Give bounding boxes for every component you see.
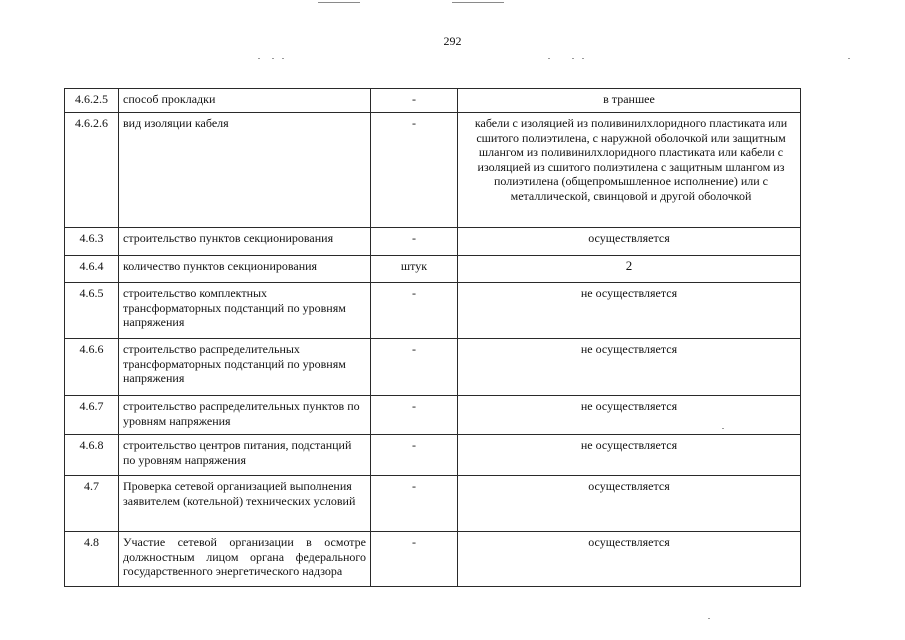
scan-artifact-dot — [708, 618, 710, 619]
scan-artifact-dot — [258, 58, 260, 59]
row-value: осуществляется — [458, 228, 801, 256]
row-value: не осуществляется — [458, 283, 801, 339]
row-value: в траншее — [458, 89, 801, 113]
page-number: 292 — [443, 34, 462, 48]
row-number: 4.7 — [65, 476, 119, 532]
row-unit: - — [371, 228, 458, 256]
row-name: строительство центров питания, подстанций по уровням напряжения — [119, 435, 371, 476]
row-value: не осуществляется — [458, 396, 801, 435]
table-row — [65, 113, 801, 228]
table-row — [65, 339, 801, 396]
table-row — [65, 283, 801, 339]
row-number: 4.6.5 — [65, 283, 119, 339]
row-name: количество пунктов секционирования — [119, 256, 371, 283]
row-unit: - — [371, 283, 458, 339]
row-unit: - — [371, 339, 458, 396]
scan-artifact-top-right — [452, 2, 504, 3]
row-unit: - — [371, 89, 458, 113]
row-unit: - — [371, 532, 458, 587]
row-number: 4.6.3 — [65, 228, 119, 256]
row-number: 4.6.2.5 — [65, 89, 119, 113]
row-number: 4.8 — [65, 532, 119, 587]
table-row — [65, 435, 801, 476]
row-number: 4.6.6 — [65, 339, 119, 396]
specification-table — [64, 88, 801, 587]
row-name: строительство комплектных трансформаторных подстанций по уровням напряжения — [119, 283, 371, 339]
row-name: способ прокладки — [119, 89, 371, 113]
scan-artifact-dot — [848, 58, 850, 59]
table-row — [65, 228, 801, 256]
row-value: не осуществляется — [458, 339, 801, 396]
row-value: кабели с изоляцией из поливинилхлоридного пластиката или сшитого полиэтилена, с наружной оболочкой или защитным шлангом из поливинилхлоридного пластиката или кабели с изоляцией из сшитого полиэтилена с защитным шлангом из полиэтилена (общепромышленное исполнение) или с металлической, свинцовой и другой оболочкой — [458, 113, 801, 228]
row-unit: - — [371, 396, 458, 435]
row-unit: - — [371, 476, 458, 532]
row-name: строительство пунктов секционирования — [119, 228, 371, 256]
row-name: вид изоляции кабеля — [119, 113, 371, 228]
row-value: 2 — [458, 256, 801, 283]
row-number: 4.6.2.6 — [65, 113, 119, 228]
scan-artifact-top-left — [318, 2, 360, 3]
row-name: строительство распределительных пунктов по уровням напряжения — [119, 396, 371, 435]
row-unit: - — [371, 435, 458, 476]
row-value: осуществляется — [458, 532, 801, 587]
scan-artifact-dot — [272, 58, 274, 59]
table-row — [65, 476, 801, 532]
row-name: строительство распределительных трансформаторных подстанций по уровням напряжения — [119, 339, 371, 396]
table-row — [65, 532, 801, 587]
row-number: 4.6.4 — [65, 256, 119, 283]
scan-artifact-dot — [572, 58, 574, 59]
row-name: Участие сетевой организации в осмотре должностным лицом органа федерального государственного энергетического надзора — [119, 532, 371, 587]
table-row — [65, 256, 801, 283]
table-row — [65, 89, 801, 113]
scan-artifact-dot — [548, 58, 550, 59]
scan-artifact-dot — [282, 58, 284, 59]
row-name: Проверка сетевой организацией выполнения заявителем (котельной) технических условий — [119, 476, 371, 532]
row-number: 4.6.7 — [65, 396, 119, 435]
row-number: 4.6.8 — [65, 435, 119, 476]
row-unit: - — [371, 113, 458, 228]
row-value: осуществляется — [458, 476, 801, 532]
row-unit: штук — [371, 256, 458, 283]
scan-artifact-dot — [582, 58, 584, 59]
row-value: не осуществляется — [458, 435, 801, 476]
table-row — [65, 396, 801, 435]
